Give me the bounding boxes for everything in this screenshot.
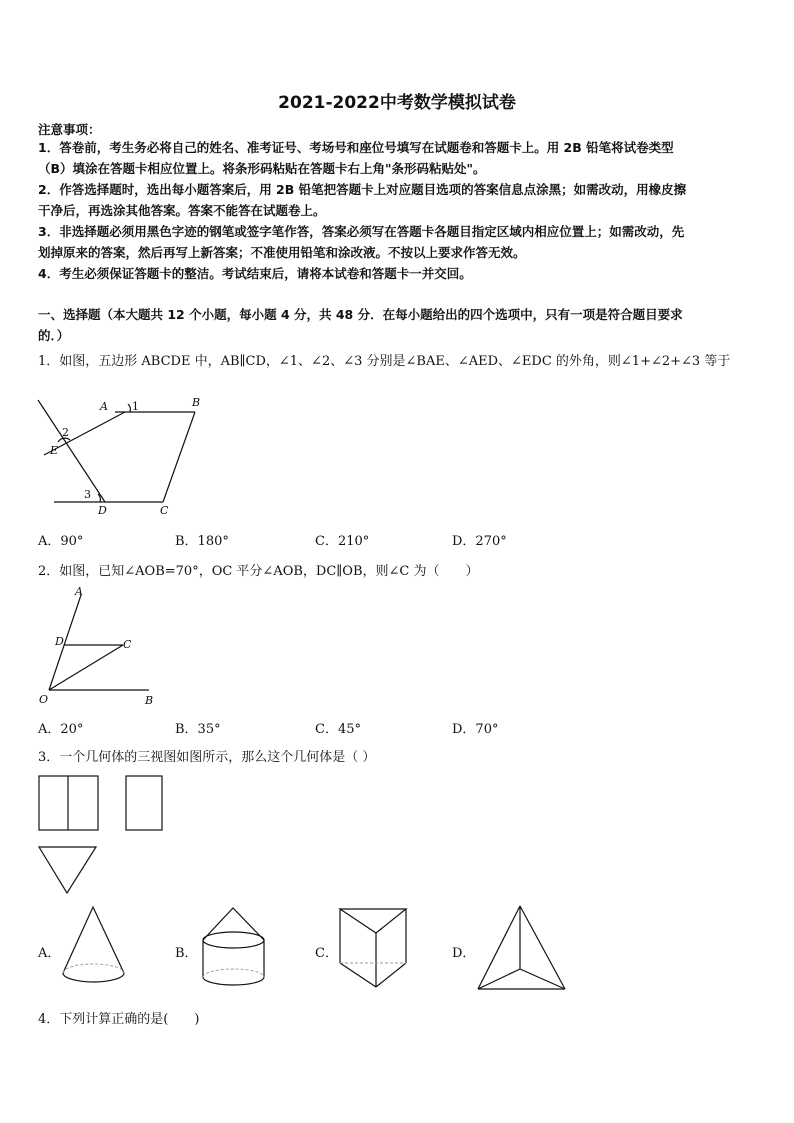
pyramid-option-figure: [475, 903, 570, 995]
q1-choice-c[interactable]: C．210°: [315, 534, 370, 549]
question-2-figure: [35, 585, 175, 710]
label-A: A: [75, 585, 83, 598]
three-views-figure: [38, 775, 168, 900]
q3-choice-a-label[interactable]: A．: [38, 946, 61, 961]
question-3-stem: 3．一个几何体的三视图如图所示，那么这个几何体是（ ）: [38, 750, 376, 765]
q2-choice-b[interactable]: B．35°: [175, 722, 221, 737]
q2-choice-d[interactable]: D．70°: [452, 722, 499, 737]
label-C: C: [123, 638, 132, 651]
notes-line: 4．考生必须保证答题卡的整洁。考试结束后，请将本试卷和答题卡一并交回。: [38, 266, 472, 281]
triangular-prism-option-figure: [338, 905, 418, 990]
q2-choice-a[interactable]: A．20°: [38, 722, 84, 737]
q1-choice-d[interactable]: D．270°: [452, 534, 507, 549]
question-1-stem: 1．如图，五边形 ABCDE 中，AB∥CD，∠1、∠2、∠3 分别是∠BAE、∠AED、∠EDC 的外角，则∠1+∠2+∠3 等于: [38, 354, 731, 369]
section-header: 一、选择题（本大题共 12 个小题，每小题 4 分，共 48 分．在每小题给出的四个选项中，只有一项是符合题目要求: [38, 307, 683, 322]
label-D: D: [55, 635, 64, 648]
cone-option-figure: [60, 905, 140, 990]
q3-choice-c-label[interactable]: C．: [315, 946, 338, 961]
question-4-stem: 4．下列计算正确的是( ): [38, 1012, 200, 1027]
notes-line: （B）填涂在答题卡相应位置上。将条形码粘贴在答题卡右上角"条形码粘贴处"。: [38, 161, 486, 176]
notes-line: 划掉原来的答案，然后再写上新答案；不准使用铅笔和涂改液。不按以上要求作答无效。: [38, 245, 526, 260]
label-D: D: [98, 504, 107, 517]
angle-1-label: 1: [132, 400, 139, 413]
page-title: 2021-2022中考数学模拟试卷: [278, 93, 516, 113]
angle-3-label: 3: [84, 488, 91, 501]
q3-choice-b-label[interactable]: B．: [175, 946, 198, 961]
question-1-figure: [30, 390, 210, 520]
q1-choice-a[interactable]: A．90°: [38, 534, 84, 549]
notes-line: 2．作答选择题时，选出每小题答案后，用 2B 铅笔把答题卡上对应题目选项的答案信息点涂黑；如需改动，用橡皮擦: [38, 182, 687, 197]
notes-line: 3．非选择题必须用黑色字迹的钢笔或签字笔作答，答案必须写在答题卡各题目指定区域内相应位置上；如需改动，先: [38, 224, 685, 239]
cylinder-cone-option-figure: [200, 905, 280, 990]
label-A: A: [100, 400, 108, 413]
notes-line: 1．答卷前，考生务必将自己的姓名、准考证号、考场号和座位号填写在试题卷和答题卡上。用 2B 铅笔将试卷类型: [38, 140, 674, 155]
notes-heading: 注意事项：: [38, 122, 101, 137]
notes-line: 干净后，再选涂其他答案。答案不能答在试题卷上。: [38, 203, 326, 218]
label-B: B: [192, 396, 201, 409]
label-O: O: [39, 693, 49, 706]
q3-choice-d-label[interactable]: D．: [452, 946, 476, 961]
section-header-cont: 的．）: [38, 328, 70, 343]
label-E: E: [50, 444, 59, 457]
question-2-stem: 2．如图，已知∠AOB=70°，OC 平分∠AOB，DC∥OB，则∠C 为（ ）: [38, 564, 479, 579]
q2-choice-c[interactable]: C．45°: [315, 722, 361, 737]
q1-choice-b[interactable]: B．180°: [175, 534, 229, 549]
label-C: C: [160, 504, 169, 517]
label-B: B: [145, 694, 154, 707]
angle-2-label: 2: [62, 426, 69, 439]
